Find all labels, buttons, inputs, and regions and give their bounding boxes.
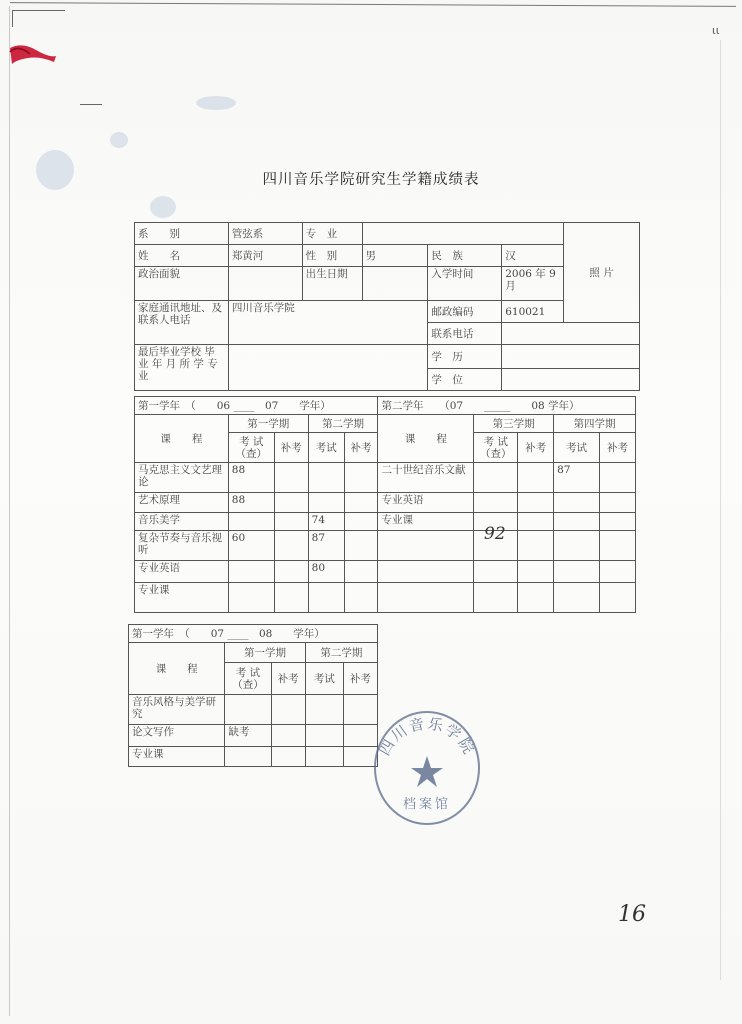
- table-row: [129, 747, 378, 767]
- grade-cell: [474, 463, 518, 493]
- school-label: 最后毕业学校 毕 业 年 月 所 学 专 业: [135, 345, 229, 391]
- year3-term2: 第二学期: [305, 643, 377, 663]
- name-label: 姓 名: [135, 245, 229, 267]
- blue-speckle: [110, 132, 128, 148]
- phone-label: 联系电话: [428, 323, 502, 345]
- year1-t1-exam-header: 考 试（查）: [228, 433, 274, 463]
- edu-value: [502, 345, 640, 369]
- corner-mark: [12, 10, 65, 27]
- svg-text:四川音乐学院: [375, 714, 478, 758]
- blank-cell: [378, 583, 474, 613]
- blank-cell: [518, 531, 554, 561]
- ethnic-label: 民 族: [428, 245, 502, 267]
- binding-ribbon-icon: [8, 40, 58, 68]
- course-name: 二十世纪音乐文献: [378, 463, 474, 493]
- grade-cell: [308, 463, 344, 493]
- blank-cell: [378, 531, 474, 561]
- grade-cell: 60: [228, 531, 274, 561]
- dept-label: 系 别: [135, 223, 229, 245]
- ethnic-value: 汉: [502, 245, 564, 267]
- grade-cell: [225, 695, 271, 725]
- seal-center-text: 档案馆: [402, 797, 452, 812]
- name-value: 郑黄河: [228, 245, 302, 267]
- grade-cell: [228, 513, 274, 531]
- grade-cell: 88: [228, 463, 274, 493]
- school-value: [228, 345, 428, 391]
- year2-t4-makeup-header: 补考: [600, 433, 636, 463]
- grade-cell: [271, 695, 305, 725]
- year1-term1: 第一学期: [228, 415, 308, 433]
- politics-value: [228, 267, 302, 301]
- grade-cell: [344, 531, 378, 561]
- page-title: 四川音乐学院研究生学籍成绩表: [262, 172, 480, 188]
- year3-t1-makeup-header: 补考: [271, 663, 305, 695]
- grade-cell: [271, 747, 305, 767]
- grade-cell: 87: [308, 531, 344, 561]
- grade-cell: [344, 583, 378, 613]
- degree-label: 学 位: [428, 369, 502, 391]
- handwritten-score: 92: [484, 524, 506, 544]
- scan-edge-left: [9, 6, 10, 1016]
- top-right-mark: ιι: [712, 24, 720, 37]
- grade-cell: 88: [228, 493, 274, 513]
- blank-cell: [518, 583, 554, 613]
- blue-speckle: [196, 96, 236, 110]
- course-name: 音乐美学: [135, 513, 229, 531]
- grade-cell: [225, 747, 271, 767]
- blank-cell: [554, 531, 600, 561]
- address-label: 家庭通讯地址、及联系人电话: [135, 301, 229, 345]
- grade-cell: [474, 493, 518, 513]
- dept-value: 管弦系: [228, 223, 302, 245]
- grade-cell: [274, 493, 308, 513]
- blank-cell: [378, 561, 474, 583]
- table-row: [135, 583, 636, 613]
- grade-cell: [228, 561, 274, 583]
- blank-cell: [474, 583, 518, 613]
- year3-t1-exam-header: 考 试（查）: [225, 663, 271, 695]
- politics-label: 政治面貌: [135, 267, 229, 301]
- grade-cell: [518, 513, 554, 531]
- grade-cell: [274, 463, 308, 493]
- grade-cell: [308, 583, 344, 613]
- major-value: [362, 223, 564, 245]
- gender-value: 男: [362, 245, 428, 267]
- grade-cell: [554, 493, 600, 513]
- year2-term3: 第三学期: [474, 415, 554, 433]
- handwritten-page-number: 16: [618, 902, 646, 927]
- archive-seal-icon: [370, 706, 484, 826]
- table-row: [135, 513, 636, 531]
- year3-header: 第一学年 （ 07 ____ 08 学年）: [129, 625, 378, 643]
- year2-t4-exam-header: 考试: [554, 433, 600, 463]
- course-name: 专业课: [135, 583, 229, 613]
- year2-header: 第二学年 （07 _____ 08 学年）: [378, 397, 636, 415]
- grade-cell: [344, 463, 378, 493]
- edu-label: 学 历: [428, 345, 502, 369]
- degree-value: [502, 369, 640, 391]
- course-name: 专业课: [378, 513, 474, 531]
- phone-value: [502, 323, 640, 345]
- grades-table-year3: [128, 624, 378, 767]
- postcode-value: 610021: [502, 301, 564, 323]
- table-row: [135, 531, 636, 561]
- grade-cell: [274, 531, 308, 561]
- blue-speckle: [150, 196, 176, 218]
- year1-course-header: 课 程: [135, 415, 229, 463]
- year3-t2-exam-header: 考试: [305, 663, 343, 695]
- blank-cell: [600, 583, 636, 613]
- major-label: 专 业: [302, 223, 362, 245]
- course-name: 专业英语: [135, 561, 229, 583]
- grade-cell: [554, 513, 600, 531]
- year3-term1: 第一学期: [225, 643, 305, 663]
- grade-cell: [344, 493, 378, 513]
- year1-t1-makeup-header: 补考: [274, 433, 308, 463]
- table-row: [135, 463, 636, 493]
- birth-value: [362, 267, 428, 301]
- grade-cell: [344, 513, 378, 531]
- year1-header: 第一学年 （ 06 ____ 07 学年）: [135, 397, 378, 415]
- student-info-table: [134, 222, 640, 391]
- year3-t2-makeup-header: 补考: [343, 663, 377, 695]
- year2-term4: 第四学期: [554, 415, 636, 433]
- course-name: 论文写作: [129, 725, 225, 747]
- grade-cell: [274, 513, 308, 531]
- blank-cell: [518, 561, 554, 583]
- margin-dash: [80, 104, 102, 105]
- course-name: 马克思主义文艺理论: [135, 463, 229, 493]
- grade-cell: [308, 493, 344, 513]
- year2-t3-makeup-header: 补考: [518, 433, 554, 463]
- course-name: 音乐风格与美学研究: [129, 695, 225, 725]
- table-row: [135, 493, 636, 513]
- grade-cell: [344, 561, 378, 583]
- year2-course-header: 课 程: [378, 415, 474, 463]
- birth-label: 出生日期: [302, 267, 362, 301]
- gender-label: 性 别: [302, 245, 362, 267]
- grade-cell: 缺考: [225, 725, 271, 747]
- grade-cell: [600, 493, 636, 513]
- grade-cell: 74: [308, 513, 344, 531]
- photo-box: 照 片: [564, 223, 640, 323]
- blank-cell: [554, 583, 600, 613]
- table-row: [135, 561, 636, 583]
- year2-t3-exam-header: 考 试（查）: [474, 433, 518, 463]
- blank-cell: [600, 561, 636, 583]
- blank-cell: [600, 531, 636, 561]
- course-name: 专业课: [129, 747, 225, 767]
- course-name: 专业英语: [378, 493, 474, 513]
- grade-cell: [305, 747, 343, 767]
- grade-cell: [305, 725, 343, 747]
- enroll-value: 2006 年 9 月: [502, 267, 564, 301]
- address-value: 四川音乐学院: [228, 301, 428, 345]
- year3-course-header: 课 程: [129, 643, 225, 695]
- grade-cell: [274, 583, 308, 613]
- grade-cell: [600, 513, 636, 531]
- grade-cell: [600, 463, 636, 493]
- blank-cell: [554, 561, 600, 583]
- seal-ring-text: 四川音乐学院: [375, 714, 479, 759]
- table-row: [129, 695, 378, 725]
- table-row: [129, 725, 378, 747]
- year1-term2: 第二学期: [308, 415, 378, 433]
- grade-cell: [305, 695, 343, 725]
- year1-t2-makeup-header: 补考: [344, 433, 378, 463]
- year1-t2-exam-header: 考试: [308, 433, 344, 463]
- grade-cell: [518, 493, 554, 513]
- grade-cell: [228, 583, 274, 613]
- grade-cell: 80: [308, 561, 344, 583]
- grade-cell: 87: [554, 463, 600, 493]
- grades-table: [134, 396, 636, 613]
- postcode-label: 邮政编码: [428, 301, 502, 323]
- grade-cell: [274, 561, 308, 583]
- grade-cell: [271, 725, 305, 747]
- scan-edge-top: [10, 2, 736, 13]
- blank-cell: [474, 561, 518, 583]
- enroll-label: 入学时间: [428, 267, 502, 301]
- course-name: 复杂节奏与音乐视听: [135, 531, 229, 561]
- grade-cell: [518, 463, 554, 493]
- course-name: 艺术原理: [135, 493, 229, 513]
